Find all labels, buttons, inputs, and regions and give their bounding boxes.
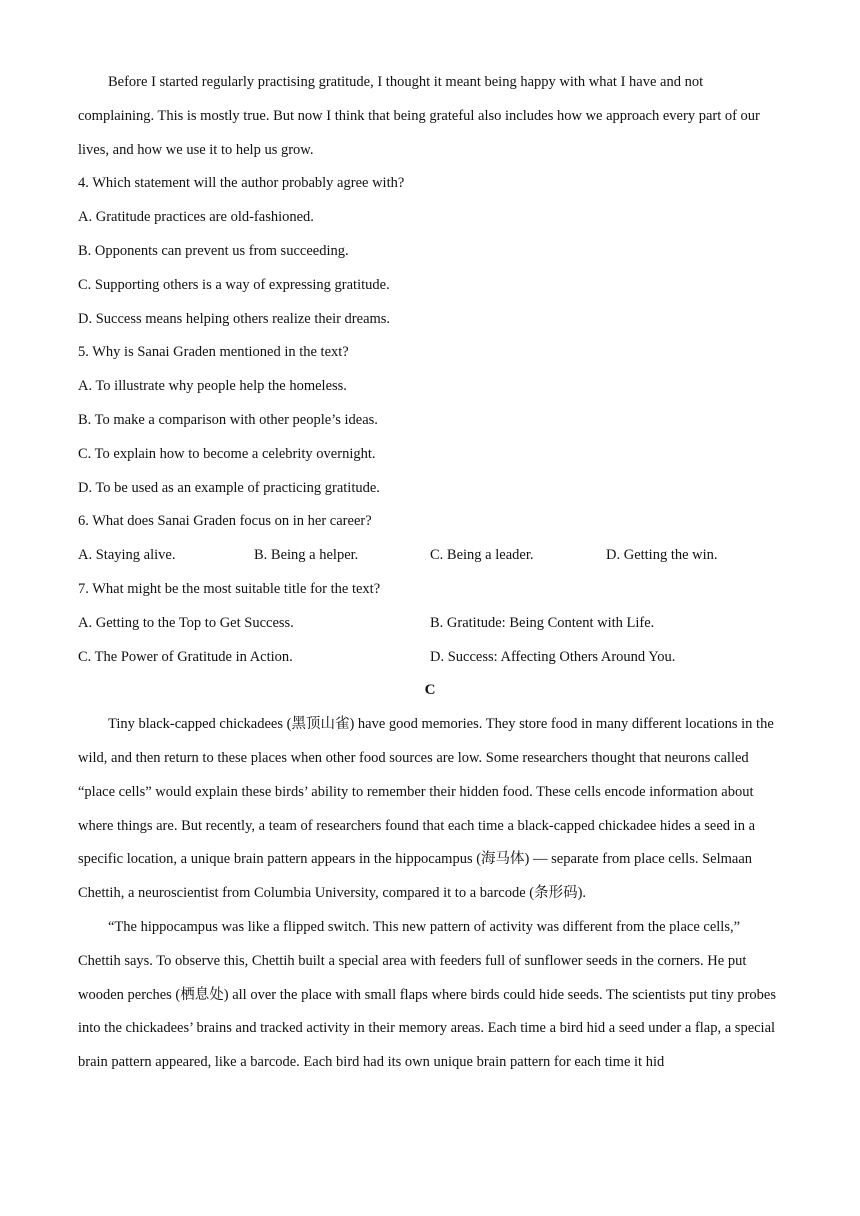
question-4-option-c: C. Supporting others is a way of expressing gratitude. <box>78 276 390 293</box>
section-c-heading: C <box>424 682 436 699</box>
question-4-option-b: B. Opponents can prevent us from succeeding. <box>78 242 349 259</box>
question-6-option-d: D. Getting the win. <box>606 547 718 564</box>
question-5-option-c: C. To explain how to become a celebrity overnight. <box>78 445 376 462</box>
question-6-options-row <box>78 539 782 573</box>
question-6-stem: 6. What does Sanai Graden focus on in her career? <box>78 513 372 530</box>
question-7-option-c: C. The Power of Gratitude in Action. <box>78 648 293 665</box>
passage-b-closing-paragraph: Before I started regularly practising gratitude, I thought it meant being happy with what I have and not complaining. This is mostly true. But now I think that being grateful also includes how we approach every part of our lives, and how we use it to help us grow. <box>78 74 760 158</box>
question-7-stem: 7. What might be the most suitable title for the text? <box>78 580 381 597</box>
question-4-option-a: A. Gratitude practices are old-fashioned. <box>78 209 314 226</box>
question-6-option-b: B. Being a helper. <box>254 547 359 564</box>
section-c-paragraph-1: Tiny black-capped chickadees (黑顶山雀) have good memories. They store food in many different locations in the wild, and then return to these places when other food sources are low. Some researchers thought that neurons called “place cells” would explain these birds’ ability to remember their hidden food. These cells encode information about where things are. But recently, a team of researchers found that each time a black-capped chickadee hides a seed in a specific location, a unique brain pattern appears in the hippocampus (海马体) — separate from place cells. Selmaan Chettih, a neuroscientist from Columbia University, compared it to a barcode (条形码). <box>78 716 774 902</box>
question-5-option-d: D. To be used as an example of practicing gratitude. <box>78 479 380 496</box>
section-c-paragraph-2: “The hippocampus was like a flipped switch. This new pattern of activity was different from the place cells,” Chettih says. To observe this, Chettih built a special area with feeders full of sunflower seeds in the corners. He put wooden perches (栖息处) all over the place with small flaps where birds could hide seeds. The scientists put tiny probes into the chickadees’ brains and tracked activity in their memory areas. Each time a bird hid a seed under a flap, a special brain pattern appeared, like a barcode. Each bird had its own unique brain pattern for each time it hid <box>78 918 776 1071</box>
question-4-option-d: D. Success means helping others realize their dreams. <box>78 310 391 327</box>
question-6-option-a: A. Staying alive. <box>78 547 176 564</box>
question-5-option-b: B. To make a comparison with other people’s ideas. <box>78 411 378 428</box>
page-content <box>78 66 782 1080</box>
question-7-options-row-2 <box>78 641 782 675</box>
question-5-option-a: A. To illustrate why people help the homeless. <box>78 378 347 395</box>
question-6-option-c: C. Being a leader. <box>430 547 534 564</box>
question-7-option-d: D. Success: Affecting Others Around You. <box>430 648 676 665</box>
question-7-option-b: B. Gratitude: Being Content with Life. <box>430 614 655 631</box>
question-4-stem: 4. Which statement will the author probably agree with? <box>78 175 405 192</box>
question-5-stem: 5. Why is Sanai Graden mentioned in the text? <box>78 344 349 361</box>
question-7-options-row-1 <box>78 607 782 641</box>
question-7-option-a: A. Getting to the Top to Get Success. <box>78 614 294 631</box>
